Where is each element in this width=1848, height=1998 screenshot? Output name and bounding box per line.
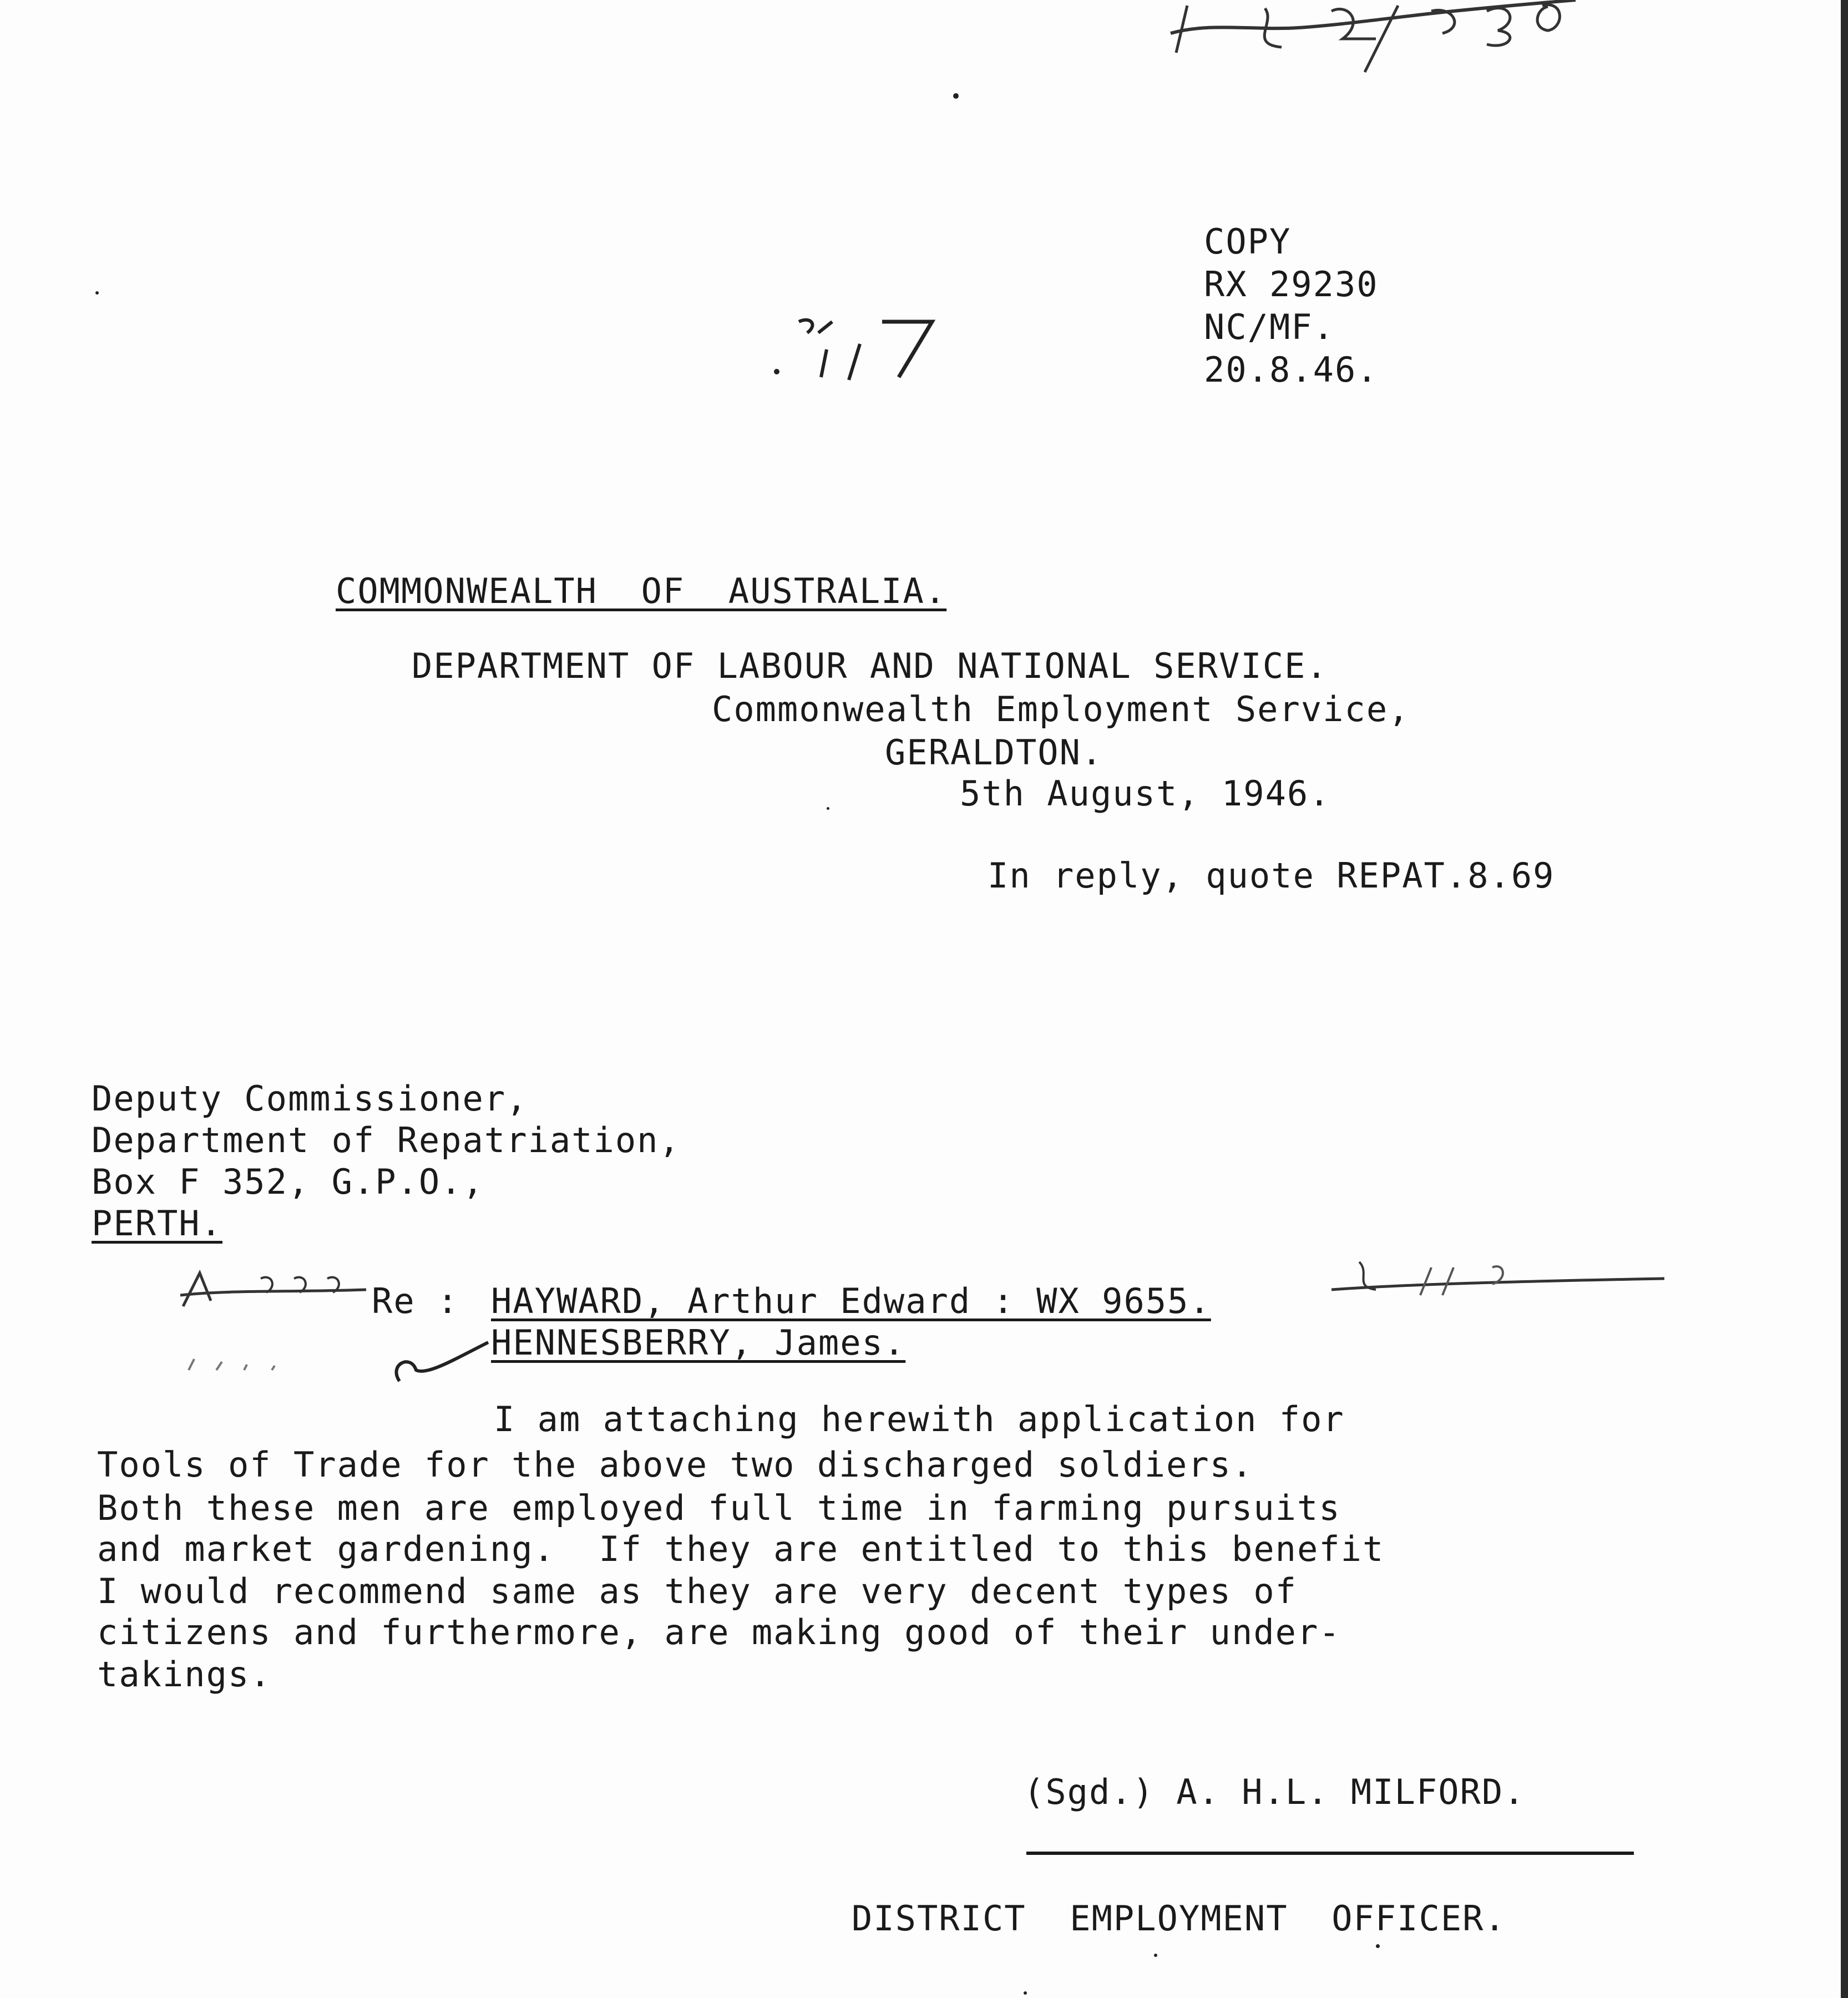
copy-initials: NC/MF.: [1204, 307, 1335, 347]
body-line-7: takings.: [97, 1654, 272, 1695]
copy-date: 20.8.46.: [1204, 349, 1379, 390]
signature-line: (Sgd.) A. H.L. MILFORD.: [1024, 1772, 1526, 1812]
handwritten-annotation-top: [1165, 0, 1587, 78]
subject-prefix: Re :: [372, 1281, 459, 1321]
handwritten-strikeout-left: [178, 1267, 372, 1312]
body-line-1: I am attaching herewith application for: [494, 1399, 1345, 1439]
addressee-line-4: PERTH.: [92, 1203, 222, 1244]
letterhead-department: DEPARTMENT OF LABOUR AND NATIONAL SERVICE.: [412, 646, 1328, 686]
addressee-line-3: Box F 352, G.P.O.,: [92, 1162, 484, 1202]
subject-line-1: HAYWARD, Arthur Edward : WX 9655.: [491, 1281, 1211, 1321]
copy-label: COPY: [1204, 221, 1292, 262]
handwritten-strikeout-right: [1326, 1256, 1670, 1306]
scan-speck: [1024, 1991, 1027, 1995]
scan-speck: [1376, 1944, 1380, 1948]
letterhead-title: COMMONWEALTH OF AUSTRALIA.: [336, 571, 947, 611]
scan-speck: [95, 291, 99, 295]
addressee-line-2: Department of Repatriation,: [92, 1120, 681, 1160]
addressee-line-1: Deputy Commissioner,: [92, 1078, 528, 1119]
signature-rule: [1026, 1852, 1634, 1855]
copy-file-ref: RX 29230: [1204, 264, 1379, 305]
body-line-3: Both these men are employed full time in farming pursuits: [97, 1488, 1341, 1528]
handwritten-mark-center: [766, 311, 954, 394]
scan-speck: [1154, 1954, 1157, 1957]
signature-title: DISTRICT EMPLOYMENT OFFICER.: [852, 1898, 1506, 1939]
subject-line-2: HENNESBERRY, James.: [491, 1322, 906, 1363]
scan-speck: [827, 807, 829, 810]
page-edge-shadow: [1841, 0, 1848, 1998]
letterhead-location: GERALDTON.: [885, 732, 1103, 773]
body-line-5: I would recommend same as they are very decent types of: [97, 1571, 1297, 1611]
body-line-4: and market gardening. If they are entitled to this benefit: [97, 1529, 1385, 1569]
scan-speck: [953, 93, 959, 99]
letter-date: 5th August, 1946.: [960, 773, 1331, 814]
handwritten-tick-mark: [178, 1331, 488, 1392]
letterhead-service: Commonwealth Employment Service,: [712, 689, 1410, 729]
body-line-2: Tools of Trade for the above two discharged soldiers.: [97, 1444, 1254, 1485]
body-line-6: citizens and furthermore, are making good of their under-: [97, 1612, 1341, 1652]
reply-quote: In reply, quote REPAT.8.69: [988, 855, 1555, 896]
